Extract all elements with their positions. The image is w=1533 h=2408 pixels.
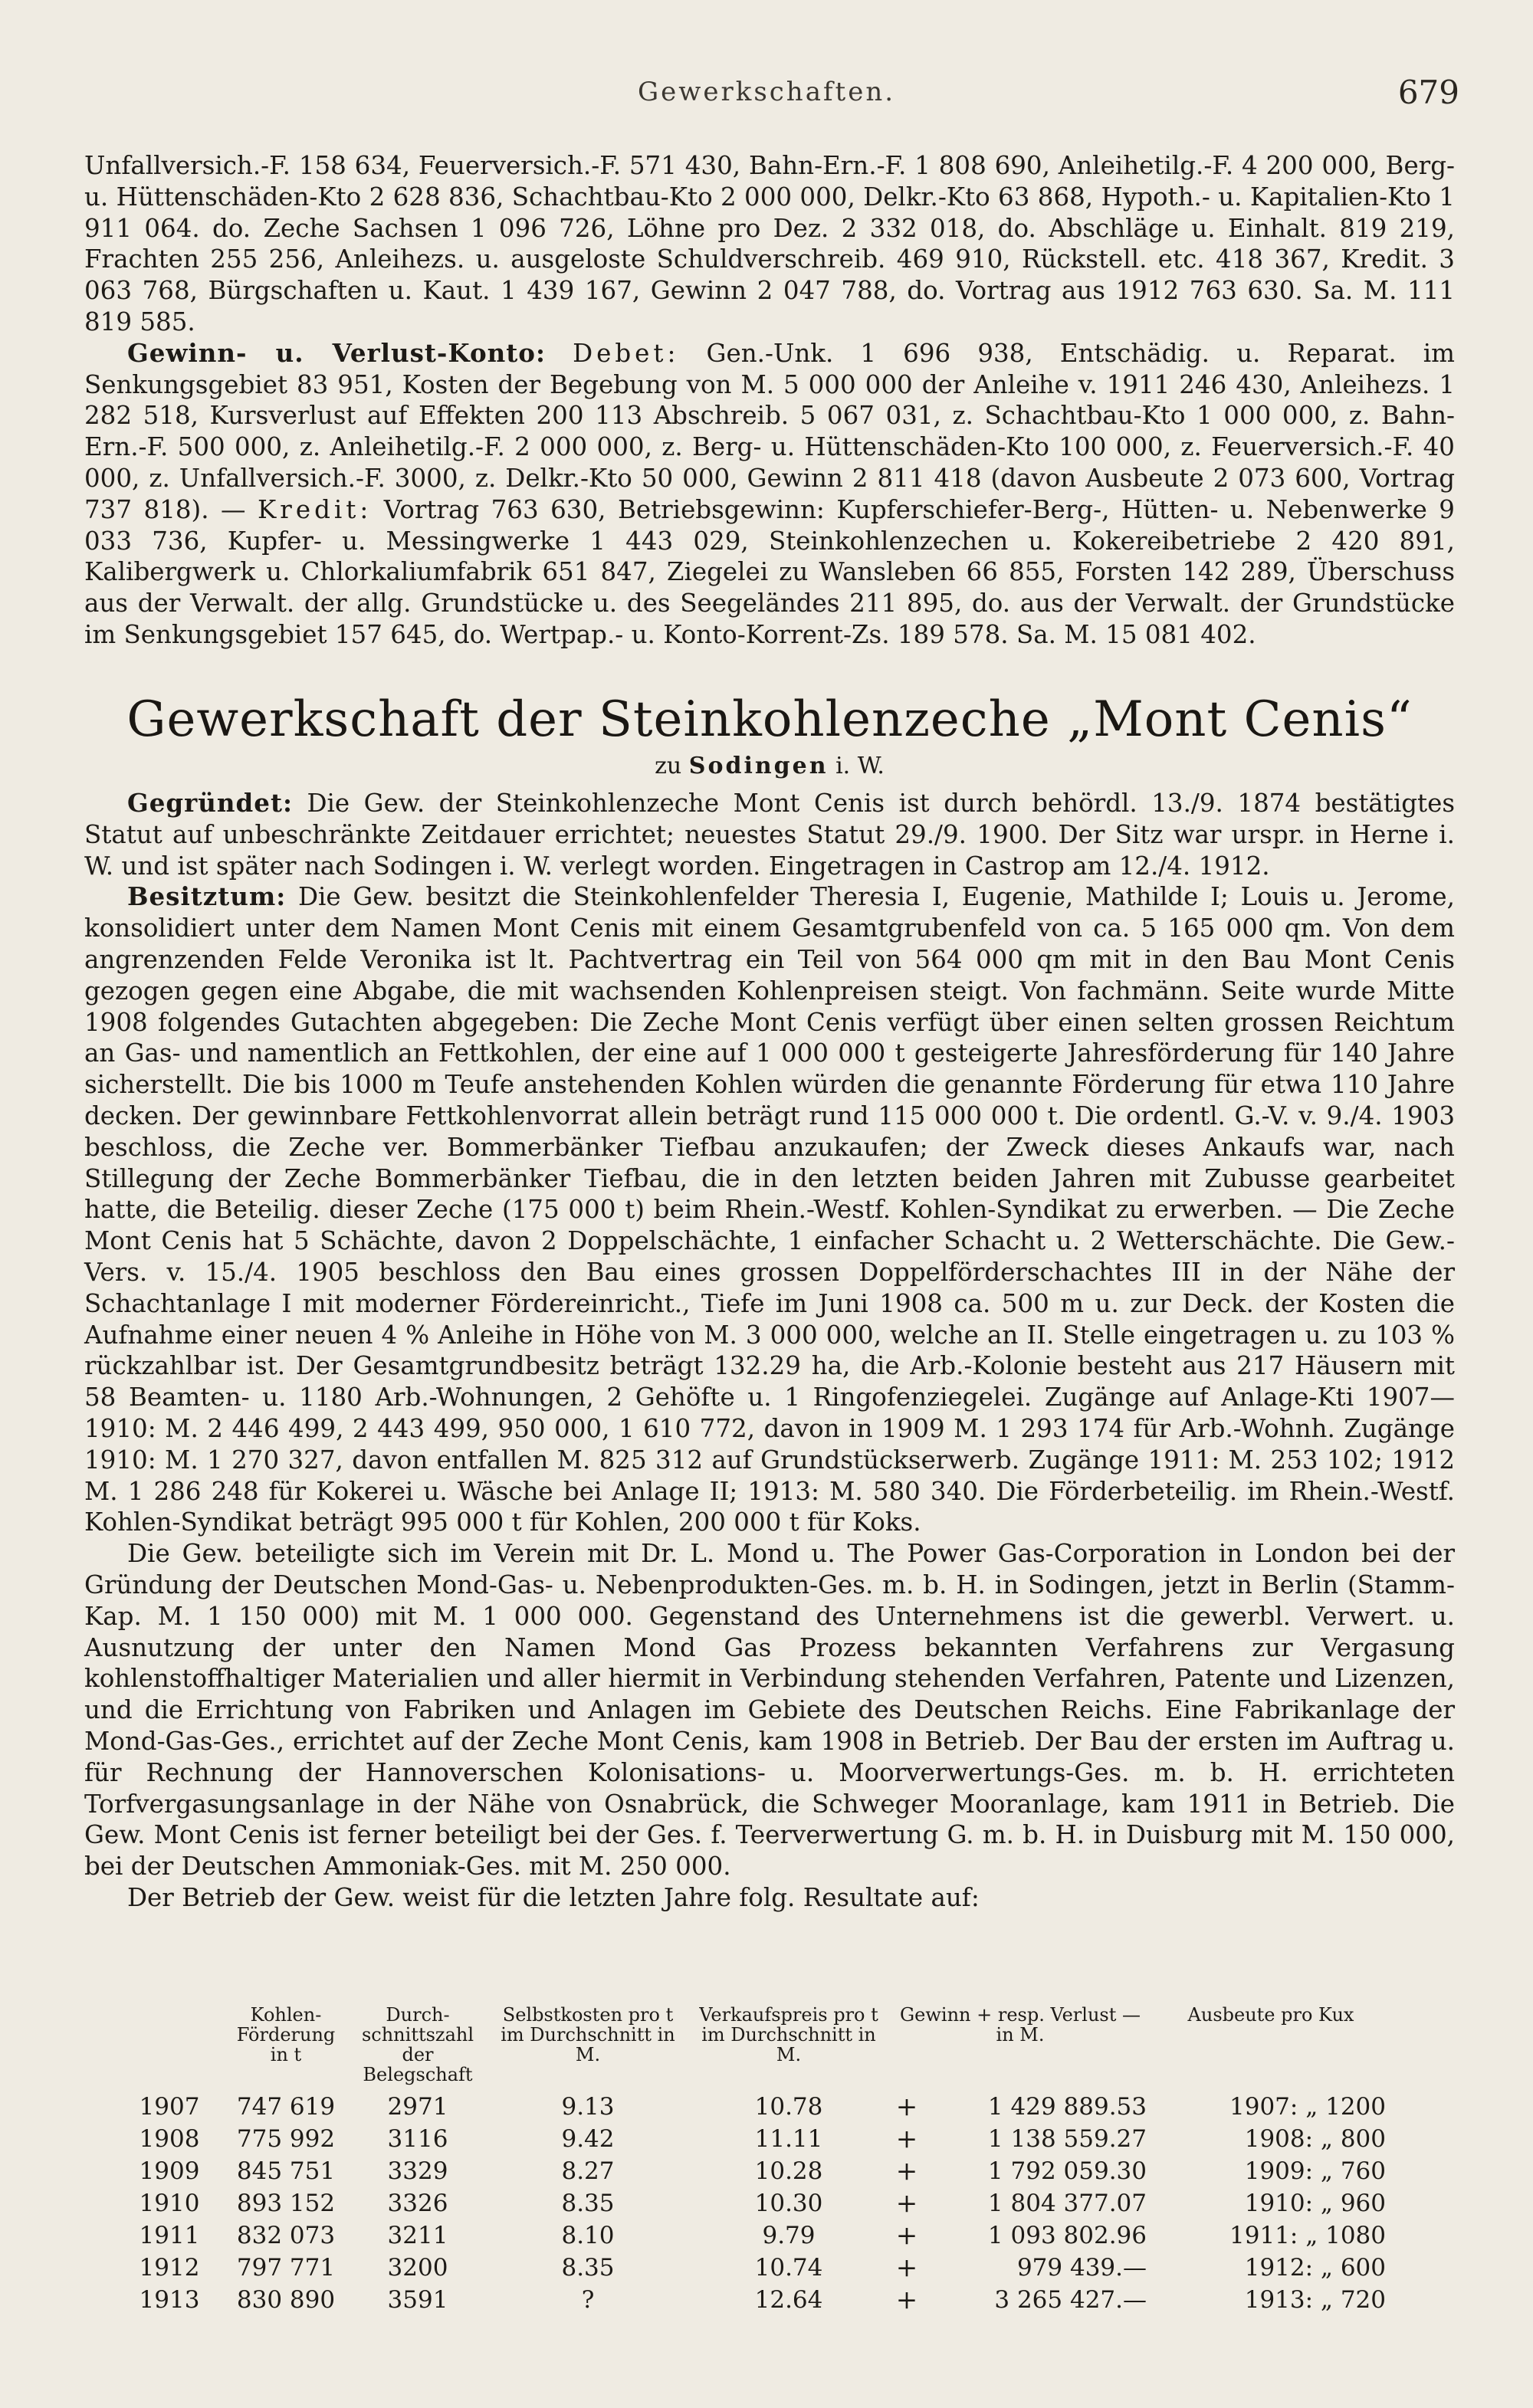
cell-ausbeute: 1911: „ 1080 bbox=[1229, 2222, 1386, 2249]
results-table bbox=[115, 2005, 1390, 2316]
cell-sign: + bbox=[895, 2285, 918, 2315]
cell-ausbeute: 1912: „ 600 bbox=[1244, 2254, 1386, 2282]
debet-text: Gen.-Unk. 1 696 938, Entschädig. u. Reparat. im Senkungsgebiet 83 951, Kosten der Begebung von M. 5 000 000 der Anleihe v. 1911 246 430, Anleihezs. 1 282 518, Kursverlust auf Effekten 200 113 Abschreib. 5 067 031, z. Schachtbau-Kto 1 000 000, z. Bahn-Ern.-F. 500 000, z. Anleihetilg.-F. 2 000 000, z. Berg- u. Hüttenschäden-Kto 100 000, z. Feuerversich.-F. 40 000, z. Unfallversich.-F. 3000, z. Delkr.-Kto 50 000, Gewinn 2 811 418 (davon Ausbeute 2 073 600, Vortrag 737 818). — bbox=[84, 338, 1455, 524]
cell-ausbeute: 1909: „ 760 bbox=[1244, 2157, 1386, 2185]
besitztum-text: Die Gew. besitzt die Steinkohlenfelder Theresia I, Eugenie, Mathilde I; Louis u. Jerome, konsolidiert unter dem Namen Mont Cenis mit einem Gesamtgrubenfeld von ca. 5 165 000 qm. Von dem angrenzenden Felde Veronika ist lt. Pachtvertrag ein Teil von 564 000 qm mit in den Bau Mont Cenis gezogen gegen eine Abgabe, die mit wachsenden Kohlenpreisen steigt. Von fachmänn. Seite wurde Mitte 1908 folgendes Gutachten abgegeben: Die Zeche Mont Cenis verfügt über einen selten grossen Reichtum an Gas- und namentlich an Fettkohlen, der eine auf 1 000 000 t gesteigerte Jahresförderung für 140 Jahre sicherstellt. Die bis 1000 m Teufe anstehenden Kohlen würden die genannte Förderung für etwa 110 Jahre decken. Der gewinnbare Fettkohlenvorrat allein beträgt rund 115 000 000 t. Die ordentl. G.-V. v. 9./4. 1903 beschloss, die Zeche ver. Bommerbänker Tiefbau anzukaufen; der Zweck dieses Ankaufs war, nach Stillegung der Zeche Bommerbänker Tiefbau, die in den letzten beiden Jahren mit Zubusse gearbeitet hatte, die Beteilig. dieser Zeche (175 000 t) beim Rhein.-Westf. Kohlen-Syndikat zu erwerben. — Die Zeche Mont Cenis hat 5 Schächte, davon 2 Doppelschächte, 1 einfacher Schacht u. 2 Wetterschächte. Die Gew.-Vers. v. 15./4. 1905 beschloss den Bau eines grossen Doppelförderschachtes III in der Nähe der Schachtanlage I mit moderner Fördereinricht., Tiefe im Juni 1908 ca. 500 m u. zur Deck. der Kosten die Aufnahme einer neuen 4 % Anleihe in Höhe von M. 3 000 000, welche an II. Stelle eingetragen u. zu 103 % rückzahlbar ist. Der Gesamtgrundbesitz beträgt 132.29 ha, die Arb.-Kolonie besteht aus 217 Häusern mit 58 Beamten- u. 1180 Arb.-Wohnungen, 2 Gehöfte u. 1 Ringofenziegelei. Zugänge auf Anlage-Kti 1907—1910: M. 2 446 499, 2 443 499, 950 000, 1 610 772, davon in 1909 M. 1 293 174 für Arb.-Wohnh. Zugänge 1910: M. 1 270 327, davon entfallen M. 825 312 auf Grundstückserwerb. Zugänge 1911: M. 253 102; 1912 M. 1 286 248 für Kokerei u. Wäsche bei Anlage II; 1913: M. 580 340. Die Förderbeteilig. im Rhein.-Westf. Kohlen-Syndikat beträgt 995 000 t für Kohlen, 200 000 t für Koks. bbox=[84, 882, 1455, 1537]
cell-sign: + bbox=[895, 2156, 918, 2187]
cell-selbstkosten: 8.27 bbox=[561, 2157, 615, 2185]
besitztum-paragraph bbox=[84, 881, 1455, 1538]
cell-foerderung: 832 073 bbox=[236, 2222, 336, 2249]
cell-year: 1908 bbox=[139, 2125, 200, 2153]
table-row bbox=[115, 2252, 1390, 2284]
table-row bbox=[115, 2123, 1390, 2155]
cell-foerderung: 893 152 bbox=[236, 2190, 336, 2217]
company-title: Gewerkschaft der Steinkohlenzeche „Mont Cenis“ bbox=[126, 691, 1413, 748]
cell-sign: + bbox=[895, 2091, 918, 2122]
header-belegschaft: Durch-schnittszahl der Belegschaft bbox=[361, 2004, 474, 2085]
profit-loss-lead: Gewinn- u. Verlust-Konto: bbox=[127, 337, 546, 368]
header-foerderung: Kohlen-Förderung in t bbox=[236, 2004, 336, 2065]
table-row bbox=[115, 2091, 1390, 2123]
cell-gewinn: 1 792 059.30 bbox=[987, 2157, 1147, 2185]
cell-year: 1909 bbox=[139, 2157, 200, 2185]
cell-ausbeute: 1910: „ 960 bbox=[1244, 2190, 1386, 2217]
cell-ausbeute: 1907: „ 1200 bbox=[1229, 2093, 1386, 2121]
header-year bbox=[115, 2005, 224, 2091]
gegruendet-paragraph bbox=[84, 788, 1455, 881]
profit-loss-paragraph bbox=[84, 338, 1455, 651]
cell-foerderung: 797 771 bbox=[236, 2254, 336, 2282]
cell-belegschaft: 3591 bbox=[387, 2286, 448, 2314]
cell-belegschaft: 3211 bbox=[387, 2222, 448, 2249]
page-number: 679 bbox=[1397, 74, 1459, 111]
results-body bbox=[115, 2091, 1390, 2316]
cell-gewinn: 1 804 377.07 bbox=[987, 2190, 1147, 2217]
cell-foerderung: 747 619 bbox=[236, 2093, 336, 2121]
cell-year: 1912 bbox=[139, 2254, 200, 2282]
results-header-row bbox=[115, 2005, 1390, 2091]
balance-continuation-section bbox=[84, 150, 1455, 651]
cell-sign: + bbox=[895, 2220, 918, 2251]
cell-year: 1911 bbox=[139, 2222, 200, 2249]
cell-verkaufspreis: 11.11 bbox=[754, 2125, 823, 2153]
cell-verkaufspreis: 10.78 bbox=[754, 2093, 823, 2121]
location-suffix: i. W. bbox=[835, 753, 885, 779]
location-place: Sodingen bbox=[688, 753, 829, 779]
cell-foerderung: 830 890 bbox=[236, 2286, 336, 2314]
cell-selbstkosten: 9.13 bbox=[561, 2093, 615, 2121]
cell-selbstkosten: 8.10 bbox=[561, 2222, 615, 2249]
header-verkaufspreis: Verkaufspreis pro t im Durchschnitt in M. bbox=[699, 2004, 878, 2065]
cell-sign: + bbox=[895, 2252, 918, 2283]
cell-verkaufspreis: 12.64 bbox=[754, 2286, 823, 2314]
cell-gewinn: 1 429 889.53 bbox=[987, 2093, 1147, 2121]
cell-selbstkosten: ? bbox=[581, 2286, 595, 2314]
cell-gewinn: 1 138 559.27 bbox=[987, 2125, 1147, 2153]
header-gewinn: Gewinn + resp. Verlust — in M. bbox=[899, 2004, 1141, 2045]
debet-label: Debet: bbox=[573, 338, 680, 368]
cell-gewinn: 3 265 427.— bbox=[994, 2286, 1147, 2314]
cell-ausbeute: 1908: „ 800 bbox=[1244, 2125, 1386, 2153]
cell-foerderung: 845 751 bbox=[236, 2157, 336, 2185]
cell-sign: + bbox=[895, 2188, 918, 2219]
cell-sign: + bbox=[895, 2124, 918, 2154]
cell-year: 1910 bbox=[139, 2190, 200, 2217]
cell-ausbeute: 1913: „ 720 bbox=[1244, 2286, 1386, 2314]
cell-year: 1907 bbox=[139, 2093, 200, 2121]
location-prefix: zu bbox=[655, 753, 682, 779]
table-row bbox=[115, 2219, 1390, 2252]
beteiligung-paragraph: Die Gew. beteiligte sich im Verein mit Dr. L. Mond u. The Power Gas-Corporation in London bei der Gründung der Deutschen Mond-Gas- u. Nebenprodukten-Ges. m. b. H. in Sodingen, jetzt in Berlin (Stamm-Kap. M. 1 150 000) mit M. 1 000 000. Gegenstand des Unternehmens ist die gewerbl. Verwert. u. Ausnutzung der unter den Namen Mond Gas Prozess bekannten Verfahrens zur Vergasung kohlenstoffhaltiger Materialien und aller hiermit in Verbindung stehenden Verfahren, Patente und Lizenzen, und die Errichtung von Fabriken und Anlagen im Gebiete des Deutschen Reichs. Eine Fabrikanlage der Mond-Gas-Ges., errichtet auf der Zeche Mont Cenis, kam 1908 in Betrieb. Der Bau der ersten im Auftrag u. für Rechnung der Hannoverschen Kolonisations- u. Moorverwertungs-Ges. m. b. H. errichteten Torfvergasungsanlage in der Nähe von Osnabrück, die Schweger Mooranlage, kam 1911 in Betrieb. Die Gew. Mont Cenis ist ferner beteiligt bei der Ges. f. Teerverwertung G. m. b. H. in Duisburg mit M. 150 000, bei der Deutschen Ammoniak-Ges. mit M. 250 000. bbox=[84, 1539, 1455, 1881]
kredit-text: Vortrag 763 630, Betriebsgewinn: Kupferschiefer-Berg-, Hütten- u. Nebenwerke 9 033 736, Kupfer- u. Messingwerke 1 443 029, Steinkohlenzechen u. Kokereibetriebe 2 420 891, Kalibergwerk u. Chlorkaliumfabrik 651 847, Ziegelei zu Wansleben 66 855, Forsten 142 289, Überschuss aus der Verwalt. der allg. Grundstücke u. des Seegeländes 211 895, do. aus der Verwalt. der Grundstücke im Senkungsgebiet 157 645, do. Wertpap.- u. Konto-Korrent-Zs. 189 578. Sa. M. 15 081 402. bbox=[84, 494, 1455, 649]
kredit-label: Kredit: bbox=[258, 494, 373, 524]
cell-selbstkosten: 9.42 bbox=[561, 2125, 615, 2153]
cell-belegschaft: 2971 bbox=[387, 2093, 448, 2121]
header-ausbeute: Ausbeute pro Kux bbox=[1187, 2004, 1354, 2026]
cell-verkaufspreis: 9.79 bbox=[762, 2222, 816, 2249]
results-intro: Der Betrieb der Gew. weist für die letzten Jahre folg. Resultate auf: bbox=[127, 1882, 980, 1912]
cell-foerderung: 775 992 bbox=[236, 2125, 336, 2153]
table-row bbox=[115, 2187, 1390, 2219]
gegruendet-text: Die Gew. der Steinkohlenzeche Mont Cenis ist durch behördl. 13./9. 1874 bestätigtes Statut auf unbeschränkte Zeitdauer errichtet; neuestes Statut 29./9. 1900. Der Sitz war urspr. in Herne i. W. und ist später nach Sodingen i. W. verlegt worden. Eingetragen in Castrop am 12./4. 1912. bbox=[84, 789, 1455, 881]
cell-gewinn: 979 439.— bbox=[1016, 2254, 1147, 2282]
running-head: Gewerkschaften. bbox=[637, 77, 896, 107]
cell-verkaufspreis: 10.28 bbox=[754, 2157, 823, 2185]
table-row bbox=[115, 2284, 1390, 2316]
gegruendet-lead: Gegründet: bbox=[127, 788, 293, 818]
cell-belegschaft: 3326 bbox=[387, 2190, 448, 2217]
header-selbstkosten: Selbstkosten pro t im Durchschnitt in M. bbox=[501, 2004, 675, 2065]
table-row bbox=[115, 2155, 1390, 2187]
company-section bbox=[84, 788, 1455, 1914]
cell-belegschaft: 3116 bbox=[387, 2125, 448, 2153]
cell-belegschaft: 3329 bbox=[387, 2157, 448, 2185]
cell-gewinn: 1 093 802.96 bbox=[987, 2222, 1147, 2249]
cell-year: 1913 bbox=[139, 2286, 200, 2314]
cell-selbstkosten: 8.35 bbox=[561, 2254, 615, 2282]
balance-sheet-continuation: Unfallversich.-F. 158 634, Feuerversich.-F. 571 430, Bahn-Ern.-F. 1 808 690, Anleihetilg.-F. 4 200 000, Berg- u. Hüttenschäden-Kto 2 628 836, Schachtbau-Kto 2 000 000, Delkr.-Kto 63 868, Hypoth.- u. Kapitalien-Kto 1 911 064. do. Zeche Sachsen 1 096 726, Löhne pro Dez. 2 332 018, do. Abschläge u. Einhalt. 819 219, Frachten 255 256, Anleihezs. u. ausgeloste Schuldverschreib. 469 910, Rückstell. etc. 418 367, Kredit. 3 063 768, Bürgschaften u. Kaut. 1 439 167, Gewinn 2 047 788, do. Vortrag aus 1912 763 630. Sa. M. 111 819 585. bbox=[84, 151, 1455, 336]
company-location bbox=[84, 753, 1455, 780]
cell-belegschaft: 3200 bbox=[387, 2254, 448, 2282]
page-header bbox=[0, 74, 1533, 123]
cell-selbstkosten: 8.35 bbox=[561, 2190, 615, 2217]
besitztum-lead: Besitztum: bbox=[127, 881, 287, 912]
cell-verkaufspreis: 10.30 bbox=[754, 2190, 823, 2217]
cell-verkaufspreis: 10.74 bbox=[754, 2254, 823, 2282]
